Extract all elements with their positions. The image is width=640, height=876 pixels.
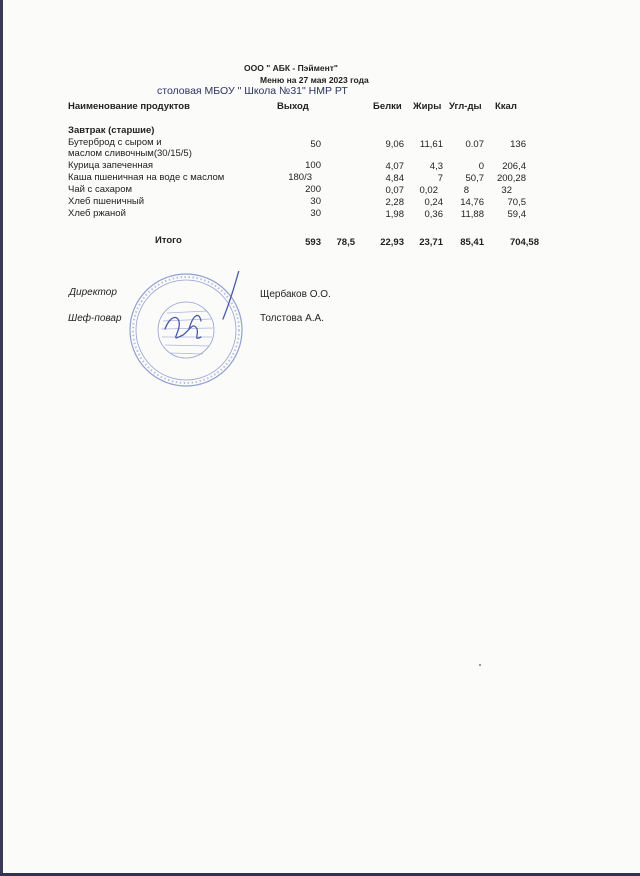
column-header-kcal: Ккал	[495, 101, 517, 112]
total-output: 593	[305, 237, 321, 248]
item-carbs: 0.07	[465, 139, 484, 150]
round-seal-stamp	[127, 271, 245, 389]
menu-title: Меню на 27 мая 2023 года	[260, 75, 369, 85]
item-carbs: 8	[463, 185, 469, 196]
item-carbs: 0	[478, 161, 484, 172]
item-protein: 9,06	[385, 139, 404, 150]
item-output: 200	[305, 184, 321, 195]
item-name: Бутерброд с сыром и	[68, 137, 162, 148]
item-carbs: 50,7	[465, 173, 484, 184]
canteen-title: столовая МБОУ " Школа №31" НМР РТ	[157, 85, 348, 97]
scan-speck	[479, 664, 481, 666]
item-name: Чай с сахаром	[68, 184, 133, 195]
item-fat: 0,24	[424, 197, 443, 208]
item-kcal: 32	[501, 185, 512, 196]
total-carbs: 85,41	[460, 237, 484, 248]
item-name: Курица запеченная	[68, 160, 154, 171]
item-protein: 1,98	[385, 209, 404, 220]
column-header-fat: Жиры	[413, 101, 442, 112]
item-carbs: 14,76	[460, 197, 484, 208]
column-header-carbs: Угл-ды	[449, 101, 482, 112]
item-output: 180/3	[288, 172, 312, 183]
director-label: Директор	[69, 287, 117, 298]
item-carbs: 11,88	[460, 209, 484, 220]
item-fat: 7	[437, 173, 443, 184]
total-kcal: 704,58	[509, 237, 539, 248]
chef-label: Шеф-повар	[68, 313, 122, 324]
item-name-continued: маслом сливочным(30/15/5)	[68, 148, 192, 159]
item-protein: 2,28	[385, 197, 404, 208]
item-protein: 4,07	[385, 161, 404, 172]
director-name: Щербаков О.О.	[260, 289, 331, 300]
item-kcal: 59,4	[507, 209, 526, 220]
item-output: 30	[310, 208, 321, 219]
item-fat: 0,36	[424, 209, 443, 220]
total-label: Итого	[155, 235, 182, 246]
item-protein: 4,84	[385, 173, 404, 184]
item-output: 50	[310, 139, 321, 150]
item-output: 100	[305, 160, 321, 171]
total-protein: 22,93	[380, 237, 404, 248]
page-left-edge	[0, 0, 3, 876]
item-kcal: 200,28	[496, 173, 526, 184]
section-title: Завтрак (старшие)	[68, 125, 155, 136]
item-name: Каша пшеничная на воде с маслом	[68, 172, 225, 183]
total-price: 78,5	[336, 237, 355, 248]
item-protein: 0,07	[385, 185, 404, 196]
item-output: 30	[310, 196, 321, 207]
total-fat: 23,71	[419, 237, 443, 248]
column-header-protein: Белки	[373, 101, 402, 112]
item-kcal: 206,4	[502, 161, 526, 172]
item-kcal: 70,5	[507, 197, 526, 208]
column-header-output: Выход	[277, 101, 309, 112]
column-header-name: Наименование продуктов	[68, 101, 190, 112]
item-fat: 11,61	[419, 139, 443, 150]
item-fat: 0,02	[419, 185, 438, 196]
item-name: Хлеб пшеничный	[68, 196, 145, 207]
item-fat: 4,3	[429, 161, 443, 172]
item-name: Хлеб ржаной	[68, 208, 126, 219]
organization-title: ООО " АБК - Пэймент"	[244, 63, 338, 73]
chef-name: Толстова А.А.	[260, 313, 324, 324]
item-kcal: 136	[510, 139, 526, 150]
